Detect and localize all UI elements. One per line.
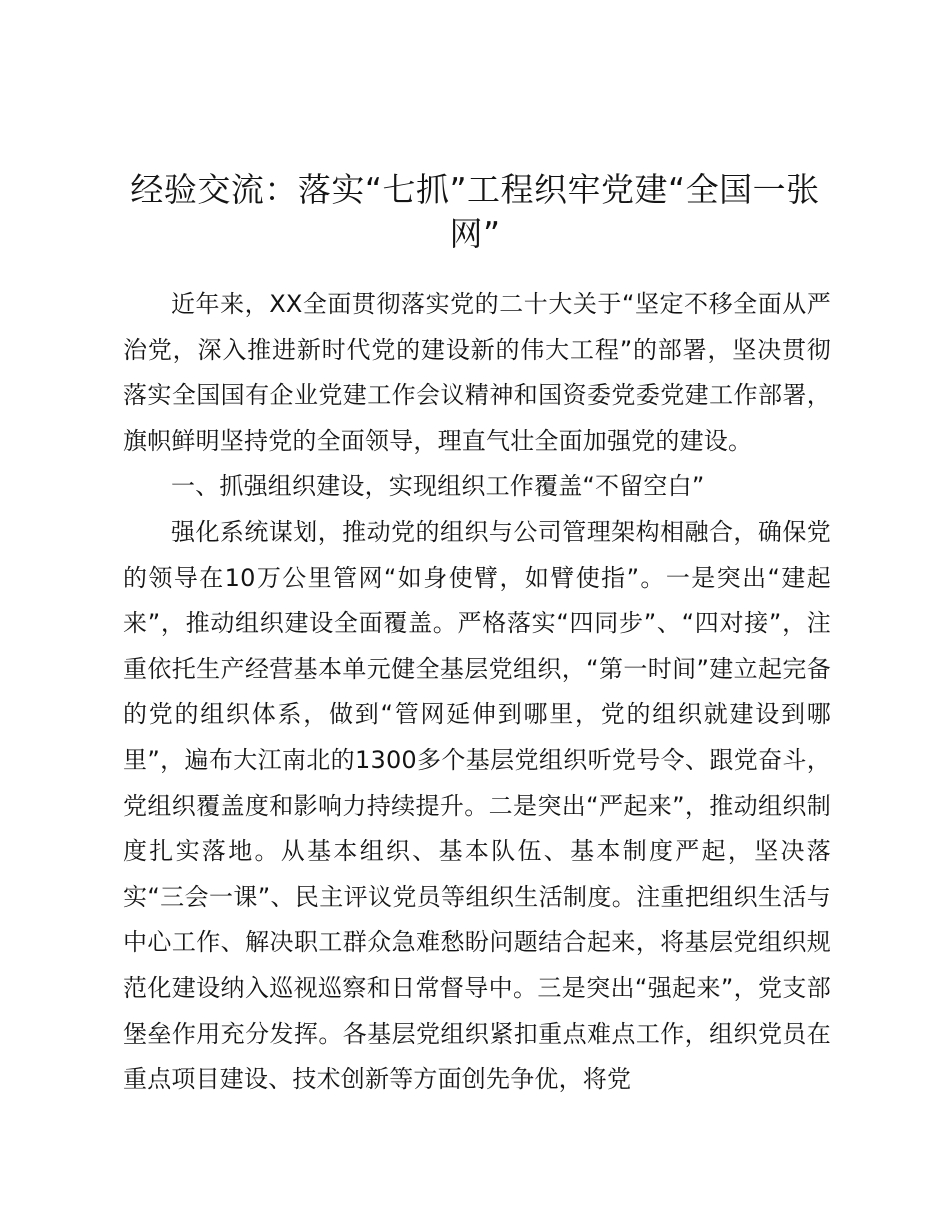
intro-paragraph: 近年来，XX全面贯彻落实党的二十大关于“坚定不移全面从严治党，深入推进新时代党的建设新的伟大工程”的部署，坚决贯彻落实全国国有企业党建工作会议精神和国资委党委党建工作部署，旗帜鲜明坚持党的全面领导，理直气壮全面加强党的建设。 bbox=[123, 290, 831, 455]
section-heading: 一、抓强组织建设，实现组织工作覆盖“不留空白” bbox=[171, 472, 705, 501]
section-paragraph: 强化系统谋划，推动党的组织与公司管理架构相融合，确保党的领导在10万公里管网“如身使臂，如臂使指”。一是突出“建起来”，推动组织建设全面覆盖。严格落实“四同步”、“四对接”，注重依托生产经营基本单元健全基层党组织，“第一时间”建立起完备的党的组织体系，做到“管网延伸到哪里，党的组织就建设到哪里”，遍布大江南北的1300多个基层党组织听党号令、跟党奋斗，党组织覆盖度和影响力持续提升。二是突出“严起来”，推动组织制度扎实落地。从基本组织、基本队伍、基本制度严起，坚决落实“三会一课”、民主评议党员等组织生活制度。注重把组织生活与中心工作、解决职工群众急难愁盼问题结合起来，将基层党组织规范化建设纳入巡视巡察和日常督导中。三是突出“强起来”，党支部堡垒作用充分发挥。各基层党组织紧扣重点难点工作，组织党员在重点项目建设、技术创新等方面创先争优，将党 bbox=[123, 517, 831, 1094]
document-body bbox=[123, 282, 831, 1103]
document-title: 经验交流：落实“七抓”工程织牢党建“全国一张网” bbox=[130, 170, 820, 253]
